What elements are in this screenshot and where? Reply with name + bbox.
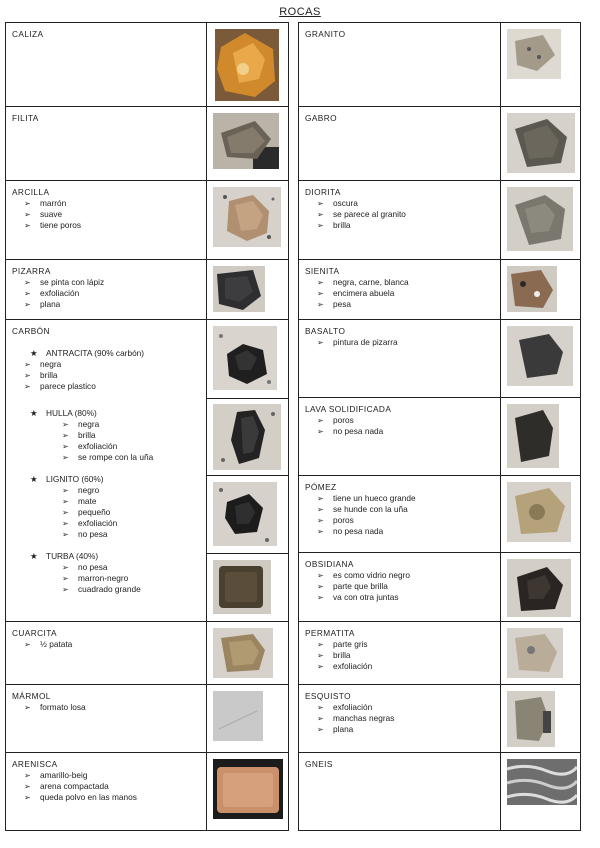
bullet: ➢ oscura — [317, 198, 358, 208]
bullet: ➢ queda polvo en las manos — [24, 792, 137, 802]
image-cell — [206, 23, 289, 106]
rock-photo-gneis — [507, 759, 577, 805]
image-cell — [500, 553, 581, 621]
image-cell — [500, 622, 581, 684]
image-cell — [206, 685, 289, 752]
rock-photo-permatita — [507, 628, 563, 678]
rock-photo-arcilla — [213, 187, 281, 247]
page-title: ROCAS — [279, 6, 321, 18]
bullet: ➢ pintura de pizarra — [317, 337, 398, 347]
rock-row-cuarcita — [6, 622, 288, 685]
bullet: ➢ es como vidrio negro — [317, 570, 411, 580]
rock-row-permatita — [299, 622, 580, 685]
bullet: ➢ exfoliación — [317, 702, 373, 712]
image-cell — [206, 622, 289, 684]
coal-type-antracita: ★ ANTRACITA (90% carbón) — [30, 348, 145, 358]
bullet: ➢ cuadrado grande — [62, 584, 141, 594]
rock-row-caliza — [6, 23, 288, 107]
left-table — [5, 22, 289, 831]
right-table — [298, 22, 581, 831]
image-cell — [500, 753, 581, 830]
rock-photo-hulla — [213, 404, 281, 470]
bullet: ➢ brilla — [24, 370, 58, 380]
rock-photo-antracita — [213, 326, 277, 390]
bullet: ➢ marron-negro — [62, 573, 129, 583]
bullet: ➢ brilla — [317, 650, 351, 660]
rock-name: PIZARRA — [12, 266, 51, 276]
bullet: ➢ exfoliación — [62, 518, 118, 528]
bullet: ➢ amarillo-beig — [24, 770, 88, 780]
rock-row-basalto — [299, 320, 580, 398]
image-cell — [206, 260, 289, 319]
bullet: ➢ no pesa — [62, 529, 108, 539]
image-cell — [500, 23, 581, 106]
image-cell — [500, 398, 581, 475]
image-cell — [500, 107, 581, 180]
coal-type-turba: ★ TURBA (40%) — [30, 551, 99, 561]
rock-photo-gabro — [507, 113, 575, 173]
bullet: ➢ tiene poros — [24, 220, 82, 230]
image-cell — [206, 181, 289, 259]
rock-row-pizarra — [6, 260, 288, 320]
image-cell — [206, 107, 289, 180]
bullet: ➢ se pinta con lápiz — [24, 277, 105, 287]
rock-row-pomez — [299, 476, 580, 553]
rock-row-lava — [299, 398, 580, 476]
rock-photo-sienita — [507, 266, 557, 312]
bullet: ➢ plana — [24, 299, 61, 309]
image-cell — [500, 320, 581, 397]
rock-name: CALIZA — [12, 29, 44, 39]
rock-photo-granito — [507, 29, 561, 79]
bullet: ➢ va con otra juntas — [317, 592, 399, 602]
rock-photo-esquisto — [507, 691, 555, 747]
bullet: ➢ se parece al granito — [317, 209, 406, 219]
rock-photo-diorita — [507, 187, 573, 251]
rock-name: DIORITA — [305, 187, 341, 197]
bullet: ➢ pequeño — [62, 507, 111, 517]
bullet: ➢ tiene un hueco grande — [317, 493, 416, 503]
bullet: ➢ ½ patata — [24, 639, 73, 649]
bullet: ➢ manchas negras — [317, 713, 395, 723]
rock-row-arenisca — [6, 753, 288, 830]
rock-name: LAVA SOLIDIFICADA — [305, 404, 392, 414]
image-cell — [206, 753, 289, 830]
bullet: ➢ brilla — [62, 430, 96, 440]
bullet: ➢ negra — [62, 419, 100, 429]
bullet: ➢ exfoliación — [317, 661, 373, 671]
bullet: ➢ parece plastico — [24, 381, 96, 391]
rock-photo-pizarra — [213, 266, 265, 312]
image-cell — [500, 476, 581, 552]
rock-photo-marmol — [213, 691, 263, 741]
bullet: ➢ brilla — [317, 220, 351, 230]
rock-name: GRANITO — [305, 29, 346, 39]
rock-row-esquisto — [299, 685, 580, 753]
rock-name: CARBÓN — [12, 326, 50, 336]
bullet: ➢ poros — [317, 415, 354, 425]
rock-photo-arenisca — [213, 759, 283, 819]
bullet: ➢ no pesa nada — [317, 426, 384, 436]
rock-row-arcilla — [6, 181, 288, 260]
rock-name: MÁRMOL — [12, 691, 51, 701]
rock-name: SIENITA — [305, 266, 340, 276]
rock-row-marmol — [6, 685, 288, 753]
bullet: ➢ mate — [62, 496, 97, 506]
bullet: ➢ encimera abuela — [317, 288, 395, 298]
image-cell — [500, 181, 581, 259]
bullet: ➢ no pesa — [62, 562, 108, 572]
bullet: ➢ negro — [62, 485, 100, 495]
rock-row-granito — [299, 23, 580, 107]
bullet: ➢ exfoliación — [62, 441, 118, 451]
rock-photo-filita — [213, 113, 279, 169]
bullet: ➢ negra, carne, blanca — [317, 277, 409, 287]
rock-name: GNEIS — [305, 759, 333, 769]
bullet: ➢ plana — [317, 724, 354, 734]
rock-name: CUARCITA — [12, 628, 57, 638]
rock-row-gabro — [299, 107, 580, 181]
coal-type-hulla: ★ HULLA (80%) — [30, 408, 97, 418]
bullet: ➢ arena compactada — [24, 781, 109, 791]
rock-photo-lava — [507, 404, 559, 468]
bullet: ➢ marrón — [24, 198, 67, 208]
image-cell — [206, 320, 289, 622]
rock-name: ARENISCA — [12, 759, 58, 769]
rock-row-obsidiana — [299, 553, 580, 622]
rock-row-filita — [6, 107, 288, 181]
bullet: ➢ se hunde con la uña — [317, 504, 408, 514]
rock-name: ARCILLA — [12, 187, 50, 197]
image-cell — [500, 685, 581, 752]
rock-row-sienita — [299, 260, 580, 320]
bullet: ➢ parte que brilla — [317, 581, 388, 591]
rock-name: PERMATITA — [305, 628, 355, 638]
image-cell — [500, 260, 581, 319]
rock-row-carbon — [6, 320, 288, 622]
rock-photo-cuarcita — [213, 628, 273, 678]
rock-name: BASALTO — [305, 326, 346, 336]
bullet: ➢ suave — [24, 209, 63, 219]
rock-name: FILITA — [12, 113, 39, 123]
bullet: ➢ exfoliación — [24, 288, 80, 298]
rock-photo-caliza — [215, 29, 279, 101]
rock-photo-basalto — [507, 326, 573, 386]
coal-type-lignito: ★ LIGNITO (60%) — [30, 474, 104, 484]
bullet: ➢ pesa — [317, 299, 351, 309]
rock-name: PÓMEZ — [305, 482, 337, 492]
rock-name: GABRO — [305, 113, 337, 123]
rock-photo-lignito — [213, 482, 277, 546]
bullet: ➢ poros — [317, 515, 354, 525]
rock-photo-obsidiana — [507, 559, 571, 617]
rock-name: OBSIDIANA — [305, 559, 354, 569]
rock-photo-pomez — [507, 482, 571, 542]
bullet: ➢ negra — [24, 359, 62, 369]
rock-photo-turba — [213, 560, 271, 614]
bullet: ➢ se rompe con la uña — [62, 452, 154, 462]
bullet: ➢ parte gris — [317, 639, 368, 649]
rock-name: ESQUISTO — [305, 691, 351, 701]
bullet: ➢ formato losa — [24, 702, 86, 712]
bullet: ➢ no pesa nada — [317, 526, 384, 536]
rock-row-diorita — [299, 181, 580, 260]
rock-row-gneis — [299, 753, 580, 830]
